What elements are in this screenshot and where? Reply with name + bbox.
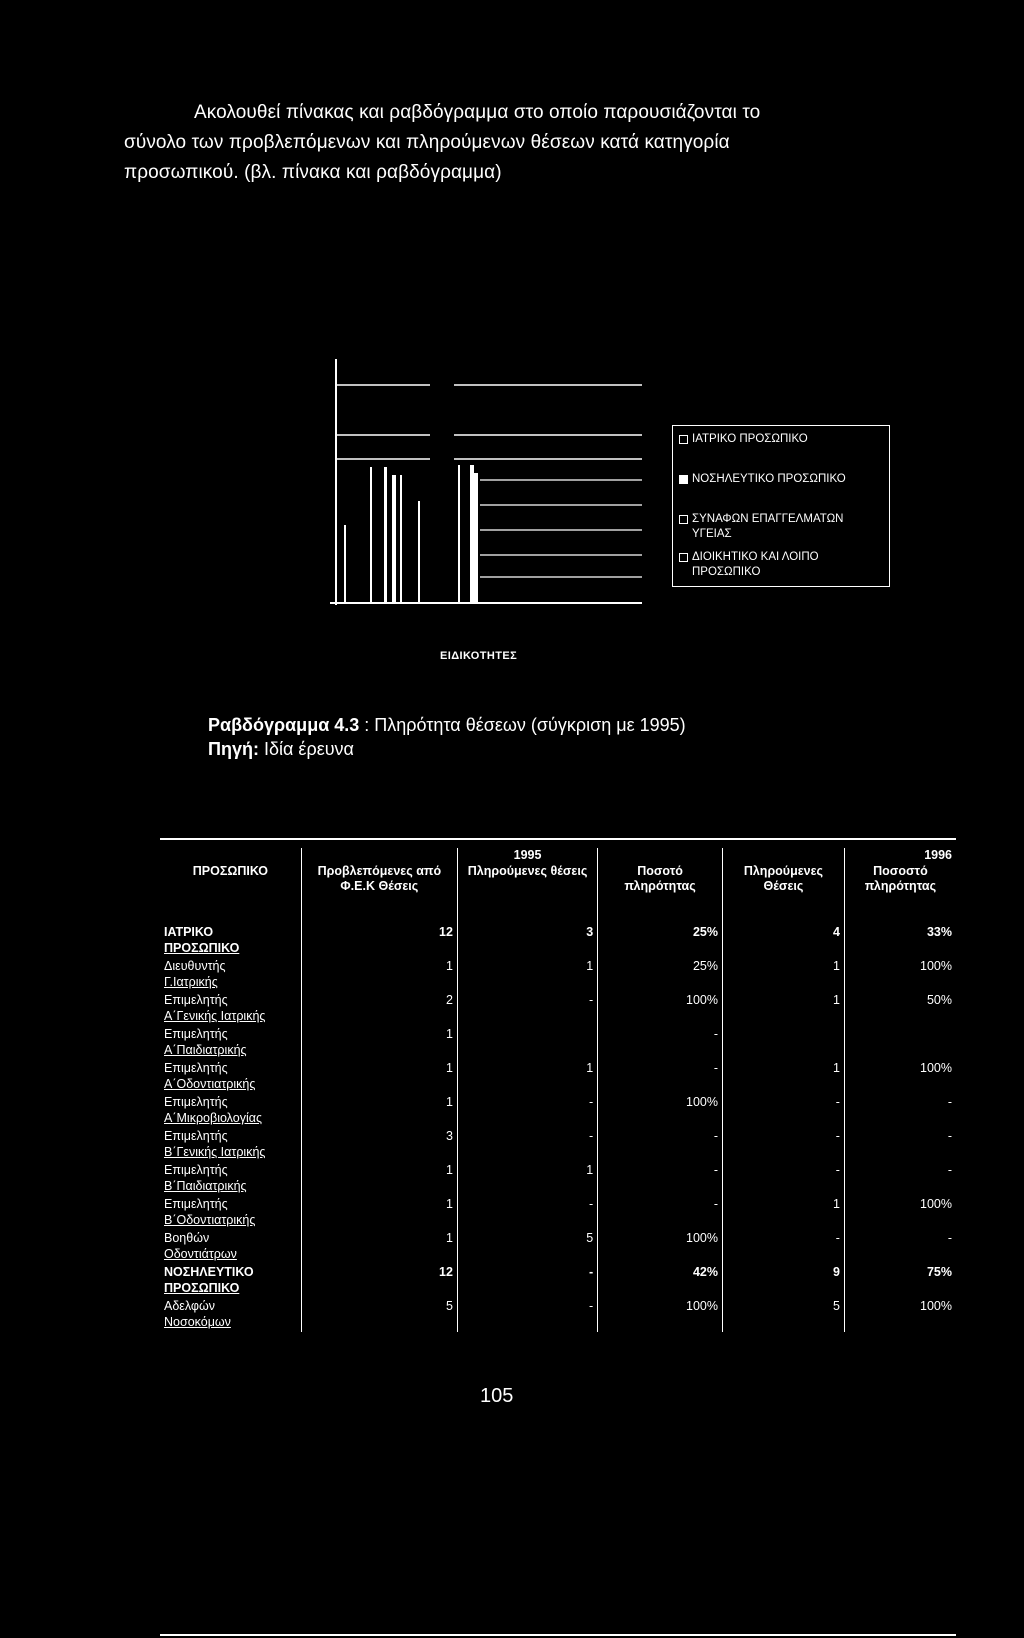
category-line-1: ΙΑΤΡΙΚΟ xyxy=(164,925,214,939)
header-staff: ΠΡΟΣΩΠΙΚΟ xyxy=(160,864,301,924)
legend-swatch-outline xyxy=(679,553,688,562)
legend-swatch-filled xyxy=(679,475,688,484)
cell-value: 1 xyxy=(301,1026,457,1060)
cell-value: - xyxy=(723,1162,845,1196)
table-row xyxy=(160,1230,956,1264)
cell-value: - xyxy=(947,1231,952,1245)
category-line-2: Οδοντιάτρων xyxy=(164,1247,237,1261)
table-row xyxy=(160,1298,956,1332)
legend-swatch-outline xyxy=(679,515,688,524)
cell-value: 100% xyxy=(920,959,952,973)
header-planned: Προβλεπόμενες από Φ.Ε.Κ Θέσεις xyxy=(301,864,457,924)
cell-value: 1 xyxy=(301,1230,457,1264)
legend-swatch-outline xyxy=(679,435,688,444)
table-row xyxy=(160,1026,956,1060)
cell-value: 3 xyxy=(301,1128,457,1162)
category-line-2: Α΄Παιδιατρικής xyxy=(164,1043,247,1057)
category-line-1: Επιμελητής xyxy=(164,993,228,1007)
cell-value: 100% xyxy=(598,1094,723,1128)
bar-chart-canvas xyxy=(330,355,650,615)
row-category xyxy=(160,1094,301,1128)
table-row xyxy=(160,924,956,958)
cell-value: 75% xyxy=(926,1265,952,1279)
cell-value: - xyxy=(723,1094,845,1128)
category-line-1: Διευθυντής xyxy=(164,959,226,973)
cell-value: 1 xyxy=(301,1196,457,1230)
category-line-2: Νοσοκόμων xyxy=(164,1315,231,1329)
bar xyxy=(458,465,460,603)
row-category xyxy=(160,1162,301,1196)
table-row xyxy=(160,1060,956,1094)
cell-value: - xyxy=(723,1230,845,1264)
bar xyxy=(400,475,402,603)
cell-value: - xyxy=(457,1264,597,1298)
legend-item xyxy=(679,550,859,580)
cell-value: 50% xyxy=(926,993,952,1007)
category-line-1: Επιμελητής xyxy=(164,1163,228,1177)
legend-item xyxy=(679,472,846,487)
staffing-table xyxy=(160,848,956,1332)
category-line-1: Επιμελητής xyxy=(164,1027,228,1041)
cell-value: 12 xyxy=(301,1264,457,1298)
row-category xyxy=(160,992,301,1026)
chart-x-label: ΕΙΔΙΚΟΤΗΤΕΣ xyxy=(440,650,518,662)
category-line-2: Β΄Παιδιατρικής xyxy=(164,1179,247,1193)
cell-value: 12 xyxy=(301,924,457,958)
cell-value: 33% xyxy=(926,925,952,939)
bar xyxy=(418,501,420,603)
category-line-2: Β΄Οδοντιατρικής xyxy=(164,1213,256,1227)
bar xyxy=(384,467,387,603)
cell-value: - xyxy=(723,1128,845,1162)
cell-value: - xyxy=(598,1060,723,1094)
table-row xyxy=(160,1094,956,1128)
row-category xyxy=(160,1128,301,1162)
row-category xyxy=(160,1026,301,1060)
year-1995: 1995 xyxy=(457,848,597,864)
cell-value: - xyxy=(457,1094,597,1128)
table-row xyxy=(160,1128,956,1162)
table-header-row xyxy=(160,864,956,924)
row-category xyxy=(160,1060,301,1094)
cell-value: - xyxy=(457,1196,597,1230)
cell-value xyxy=(723,1026,845,1060)
category-line-1: Επιμελητής xyxy=(164,1129,228,1143)
cell-value: 25% xyxy=(598,924,723,958)
header-rate-1996: Ποσοστό πληρότητας xyxy=(864,864,937,893)
table-row xyxy=(160,992,956,1026)
category-line-1: Επιμελητής xyxy=(164,1061,228,1075)
category-line-1: Αδελφών xyxy=(164,1299,216,1313)
cell-value: - xyxy=(598,1128,723,1162)
cell-value: 1 xyxy=(723,958,845,992)
cell-value: 1 xyxy=(301,1060,457,1094)
legend-label: ΙΑΤΡΙΚΟ ΠΡΟΣΩΠΙΚΟ xyxy=(692,433,808,445)
cell-value: 3 xyxy=(457,924,597,958)
bar xyxy=(344,525,346,603)
cell-value: 100% xyxy=(920,1061,952,1075)
cell-value: 2 xyxy=(301,992,457,1026)
page-number: 105 xyxy=(480,1385,514,1407)
intro-line-2: σύνολο των προβλεπόμενων και πληρούμενων θέσεων κατά κατηγορία xyxy=(124,132,730,153)
staffing-table-wrapper xyxy=(160,838,956,1638)
cell-value: 1 xyxy=(301,1094,457,1128)
figure-caption xyxy=(208,713,686,761)
category-line-1: Επιμελητής xyxy=(164,1095,228,1109)
row-category xyxy=(160,1230,301,1264)
category-line-2: Β΄Γενικής Ιατρικής xyxy=(164,1145,266,1159)
caption-text: : Πληρότητα θέσεων (σύγκριση με 1995) xyxy=(359,715,686,735)
cell-value: 42% xyxy=(598,1264,723,1298)
table-row xyxy=(160,1162,956,1196)
bar xyxy=(470,465,474,603)
cell-value: 5 xyxy=(457,1230,597,1264)
category-line-2: ΠΡΟΣΩΠΙΚΟ xyxy=(164,1281,240,1295)
cell-value: 9 xyxy=(723,1264,845,1298)
category-line-2: Α΄Οδοντιατρικής xyxy=(164,1077,256,1091)
table-body xyxy=(160,924,956,1332)
cell-value: - xyxy=(598,1162,723,1196)
cell-value: - xyxy=(947,1095,952,1109)
cell-value: 100% xyxy=(598,1230,723,1264)
source-label: Πηγή: xyxy=(208,739,259,759)
cell-value: 1 xyxy=(457,1060,597,1094)
cell-value: 100% xyxy=(598,992,723,1026)
cell-value: 1 xyxy=(457,958,597,992)
caption-prefix: Ραβδόγραμμα 4.3 xyxy=(208,715,360,735)
cell-value: 1 xyxy=(301,1162,457,1196)
cell-value: - xyxy=(598,1026,723,1060)
intro-paragraph xyxy=(124,98,884,188)
bar xyxy=(392,475,396,603)
bar xyxy=(474,473,478,603)
category-line-2: Γ.Ιατρικής xyxy=(164,975,218,989)
table-year-row xyxy=(160,848,956,864)
category-line-2: ΠΡΟΣΩΠΙΚΟ xyxy=(164,941,240,955)
row-category xyxy=(160,1196,301,1230)
cell-value: 5 xyxy=(301,1298,457,1332)
table-top-rule xyxy=(160,838,956,840)
legend-label: ΔΙΟΙΚΗΤΙΚΟ ΚΑΙ ΛΟΙΠΟ ΠΡΟΣΩΠΙΚΟ xyxy=(692,551,819,578)
category-line-1: ΝΟΣΗΛΕΥΤΙΚΟ xyxy=(164,1265,254,1279)
source-text: Ιδία έρευνα xyxy=(259,739,354,759)
table-row xyxy=(160,958,956,992)
legend-item xyxy=(679,512,879,542)
intro-line-3: προσωπικού. (βλ. πίνακα και ραβδόγραμμα) xyxy=(124,162,502,183)
cell-value: - xyxy=(457,992,597,1026)
table-row xyxy=(160,1264,956,1298)
cell-value: 5 xyxy=(723,1298,845,1332)
header-filled-1996: Πληρούμενες Θέσεις xyxy=(723,864,845,924)
cell-value: 1 xyxy=(301,958,457,992)
cell-value: 100% xyxy=(598,1298,723,1332)
cell-value: - xyxy=(457,1128,597,1162)
legend-label: ΣΥΝΑΦΩΝ ΕΠΑΓΓΕΛΜΑΤΩΝ ΥΓΕΙΑΣ xyxy=(692,513,844,540)
intro-line-1: Ακολουθεί πίνακας και ραβδόγραμμα στο οποίο παρουσιάζονται το xyxy=(194,102,761,123)
cell-value: 4 xyxy=(723,924,845,958)
legend-item xyxy=(679,432,808,447)
cell-value: 1 xyxy=(723,992,845,1026)
legend-label: ΝΟΣΗΛΕΥΤΙΚΟ ΠΡΟΣΩΠΙΚΟ xyxy=(692,473,846,485)
row-category xyxy=(160,1264,301,1298)
bar xyxy=(370,467,372,603)
category-line-1: Βοηθών xyxy=(164,1231,210,1245)
cell-value xyxy=(457,1026,597,1060)
header-rate-1995: Ποσοτό πληρότητας xyxy=(598,864,723,924)
cell-value: - xyxy=(598,1196,723,1230)
cell-value: 100% xyxy=(920,1299,952,1313)
header-filled-1995: Πληρούμενες θέσεις xyxy=(457,864,597,924)
cell-value: - xyxy=(947,1163,952,1177)
table-row xyxy=(160,1196,956,1230)
category-line-2: Α΄Μικροβιολογίας xyxy=(164,1111,262,1125)
cell-value: 25% xyxy=(598,958,723,992)
table-bottom-rule xyxy=(160,1634,956,1636)
year-1996: 1996 xyxy=(924,848,952,862)
chart-legend xyxy=(672,425,890,587)
category-line-2: Α΄Γενικής Ιατρικής xyxy=(164,1009,266,1023)
row-category xyxy=(160,924,301,958)
bar-chart xyxy=(330,355,650,615)
cell-value: 1 xyxy=(457,1162,597,1196)
cell-value: - xyxy=(947,1129,952,1143)
cell-value: 1 xyxy=(723,1060,845,1094)
cell-value: - xyxy=(457,1298,597,1332)
cell-value: 1 xyxy=(723,1196,845,1230)
row-category xyxy=(160,958,301,992)
row-category xyxy=(160,1298,301,1332)
category-line-1: Επιμελητής xyxy=(164,1197,228,1211)
cell-value xyxy=(844,1026,956,1060)
cell-value: 100% xyxy=(920,1197,952,1211)
